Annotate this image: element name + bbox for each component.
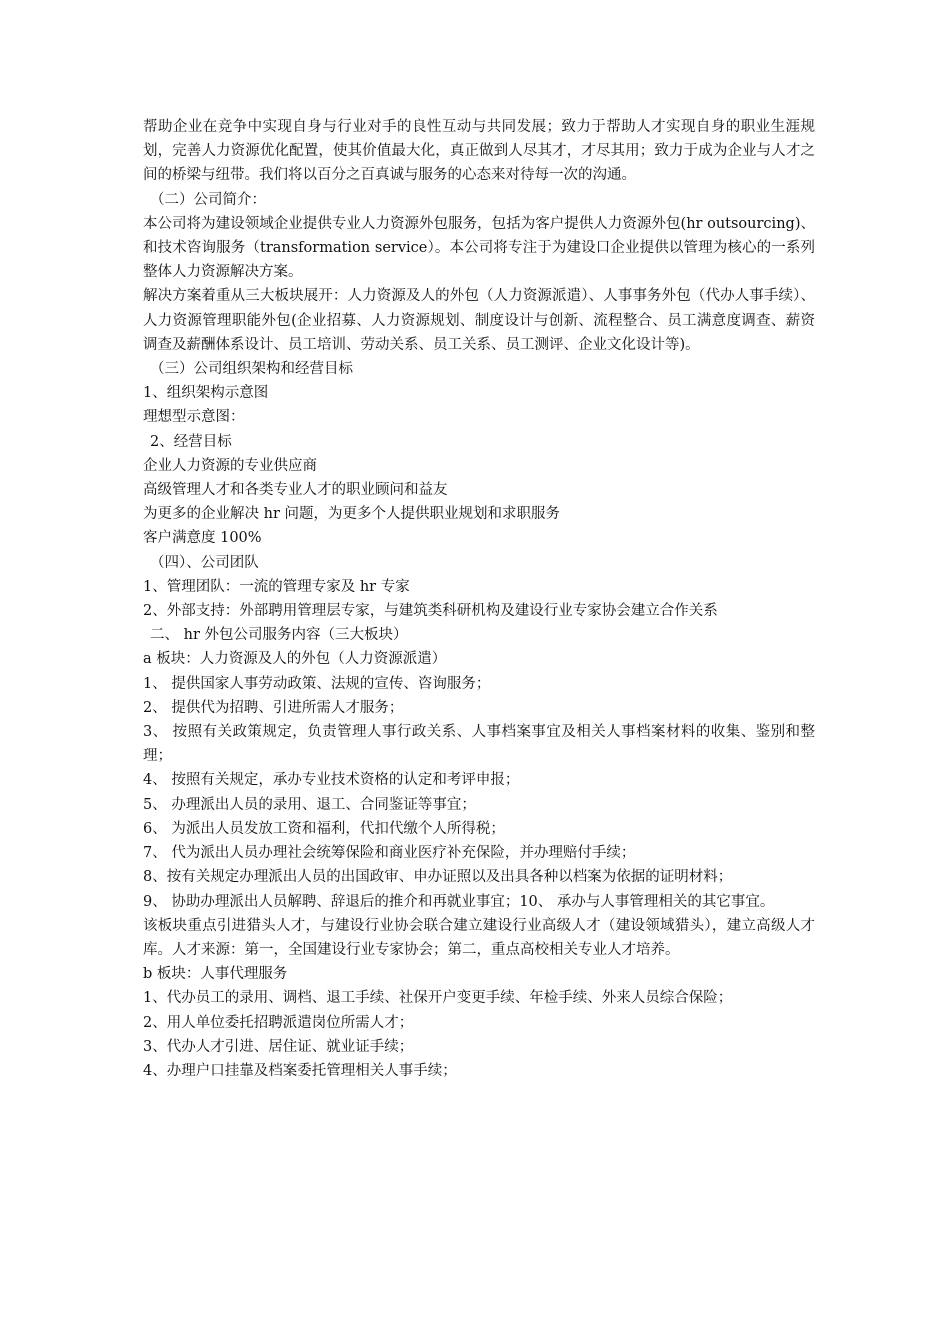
list-item: 3、 按照有关政策规定，负责管理人事行政关系、人事档案事宜及相关人事档案材料的收集、鉴别和整理； — [143, 724, 815, 765]
list-item: 4、办理户口挂靠及档案委托管理相关人事手续； — [143, 1062, 457, 1079]
org-chart-item: 1、组织架构示意图 — [143, 385, 269, 402]
list-item: 7、 代为派出人员办理社会统筹保险和商业医疗补充保险，并办理赔付手续； — [143, 845, 636, 862]
heading-team: （四）、公司团队 — [150, 554, 259, 571]
paragraph-section-a-focus: 该板块重点引进猎头人才，与建设行业协会联合建立建设行业高级人才（建设领域猎头），建立高级人才库。人才来源：第一，全国建设行业专家协会；第二，重点高校相关专业人才培养。 — [143, 917, 815, 958]
team-item: 2、外部支持：外部聘用管理层专家，与建筑类科研机构及建设行业专家协会建立合作关系 — [143, 603, 718, 620]
document-body — [143, 115, 815, 1083]
heading-services: 二、 hr 外包公司服务内容（三大板块） — [150, 627, 408, 644]
heading-org-structure: （三）公司组织架构和经营目标 — [150, 361, 353, 378]
list-item: 3、代办人才引进、居住证、就业证手续； — [143, 1038, 414, 1055]
list-item: 5、 办理派出人员的录用、退工、合同鉴证等事宜； — [143, 796, 476, 813]
team-item: 1、管理团队：一流的管理专家及 hr 专家 — [143, 578, 410, 595]
list-item: 4、 按照有关规定，承办专业技术资格的认定和考评申报； — [143, 772, 520, 789]
section-b-title: b 板块：人事代理服务 — [143, 966, 288, 983]
list-item: 6、 为派出人员发放工资和福利，代扣代缴个人所得税； — [143, 820, 505, 837]
list-item: 1、 提供国家人事劳动政策、法规的宣传、咨询服务； — [143, 675, 491, 692]
paragraph-intro-mission: 帮助企业在竞争中实现自身与行业对手的良性互动与共同发展；致力于帮助人才实现自身的职业生涯规划，完善人力资源优化配置，使其价值最大化，真正做到人尽其才，才尽其用；致力于成为企业与人才之间的桥梁与纽带。我们将以百分之百真诚与服务的心态来对待每一次的沟通。 — [143, 119, 815, 184]
list-item: 1、代办员工的录用、调档、退工手续、社保开户变更手续、年检手续、外来人员综合保险； — [143, 990, 733, 1007]
ideal-chart-label: 理想型示意图： — [143, 409, 245, 426]
list-item: 2、用人单位委托招聘派遣岗位所需人才； — [143, 1014, 414, 1031]
paragraph-company-profile: 本公司将为建设领域企业提供专业人力资源外包服务，包括为客户提供人力资源外包(hr outsourcing)、和技术咨询服务（transformation service）。本公司将专注于为建设口企业提供以管理为核心的一系列整体人力资源解决方案。 — [143, 215, 815, 281]
paragraph-solution-overview: 解决方案着重从三大板块展开：人力资源及人的外包（人力资源派遣）、人事事务外包（代办人事手续）、人力资源管理职能外包(企业招募、人力资源规划、制度设计与创新、流程整合、员工满意度调查、薪资调查及薪酬体系设计、员工培训、劳动关系、员工关系、员工测评、企业文化设计等)。 — [143, 288, 815, 353]
goal-item: 为更多的企业解决 hr 问题，为更多个人提供职业规划和求职服务 — [143, 506, 560, 523]
goal-item: 企业人力资源的专业供应商 — [143, 457, 317, 474]
heading-company-profile: （二）公司简介： — [150, 191, 266, 208]
section-a-title: a 板块：人力资源及人的外包（人力资源派遣） — [143, 651, 447, 668]
business-goals-item: 2、经营目标 — [150, 433, 232, 450]
goal-item: 高级管理人才和各类专业人才的职业顾问和益友 — [143, 482, 448, 499]
list-item: 8、按有关规定办理派出人员的出国政审、申办证照以及出具各种以档案为依据的证明材料； — [143, 869, 733, 886]
list-item: 2、 提供代为招聘、引进所需人才服务； — [143, 699, 404, 716]
list-item: 9、 协助办理派出人员解聘、辞退后的推介和再就业事宜；10、 承办与人事管理相关的其它事宜。 — [143, 893, 775, 910]
goal-item: 客户满意度 100% — [143, 530, 262, 547]
